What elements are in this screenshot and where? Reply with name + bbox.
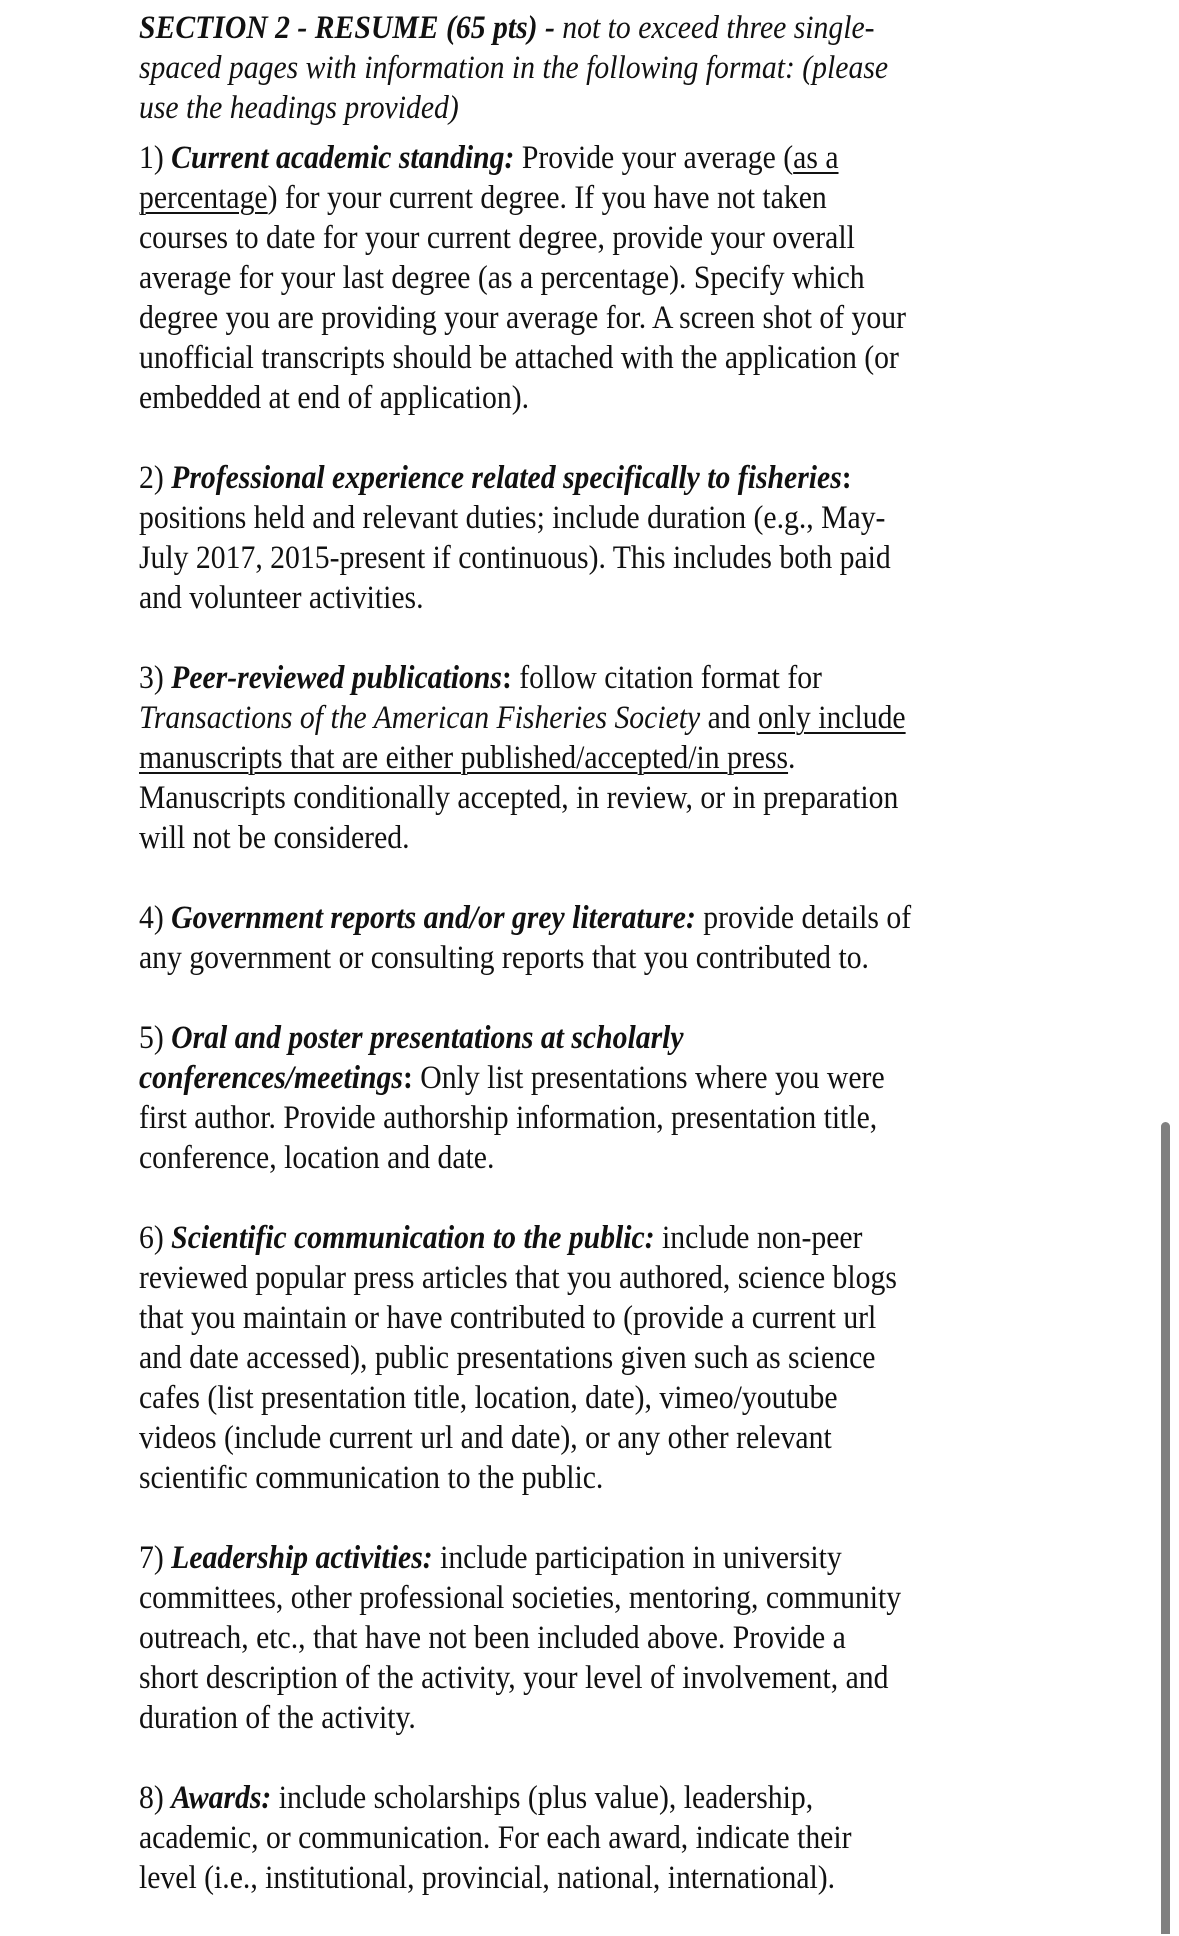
item-5-line: conference, location and date. — [139, 1140, 495, 1176]
section-subtitle-line: spaced pages with information in the following format: (please — [139, 50, 889, 86]
item-heading: Peer-reviewed publications — [171, 660, 502, 696]
item-2-line: positions held and relevant duties; include duration (e.g., May- — [139, 500, 886, 536]
item-7-line: short description of the activity, your level of involvement, and — [139, 1660, 889, 1696]
item-6-line: cafes (list presentation title, location, date), vimeo/youtube — [139, 1380, 838, 1416]
item-heading: Scientific communication to the public: — [171, 1220, 655, 1256]
item-8-line: academic, or communication. For each award, indicate their — [139, 1820, 852, 1856]
item-6-line: videos (include current url and date), or any other relevant — [139, 1420, 832, 1456]
item-heading: Current academic standing: — [171, 140, 515, 176]
item-number: 1) — [139, 140, 164, 176]
item-6-line: scientific communication to the public. — [139, 1460, 604, 1496]
item-6-line: reviewed popular press articles that you authored, science blogs — [139, 1260, 897, 1296]
item-7-line: duration of the activity. — [139, 1700, 416, 1736]
underlined-text: as a — [793, 140, 839, 176]
item-2-line: July 2017, 2015-present if continuous). This includes both paid — [139, 540, 891, 576]
journal-title: Transactions of the American Fisheries Society — [139, 700, 701, 736]
item-1-line: unofficial transcripts should be attached with the application (or — [139, 340, 899, 376]
item-6-line: that you maintain or have contributed to (provide a current url — [139, 1300, 877, 1336]
item-8-line: 8) Awards: include scholarships (plus value), leadership, — [139, 1780, 814, 1816]
item-1-line: percentage) for your current degree. If you have not taken — [139, 180, 827, 216]
item-3-line: manuscripts that are either published/accepted/in press. — [139, 740, 796, 776]
item-1-line: embedded at end of application). — [139, 380, 530, 416]
underlined-text: percentage — [139, 180, 268, 216]
section-title-line — [139, 8, 875, 48]
item-2-line: 2) Professional experience related specifically to fisheries: — [139, 460, 852, 496]
item-number: 8) — [139, 1780, 164, 1816]
section-title: SECTION 2 - RESUME (65 pts) - — [139, 10, 555, 46]
section-subtitle-line: use the headings provided) — [139, 90, 459, 126]
item-number: 6) — [139, 1220, 164, 1256]
item-heading: Leadership activities: — [171, 1540, 433, 1576]
item-1-line: 1) Current academic standing: Provide your average (as a — [139, 140, 839, 176]
item-4-line: 4) Government reports and/or grey literature: provide details of — [139, 900, 912, 936]
item-3-line: will not be considered. — [139, 820, 410, 856]
item-7-line: 7) Leadership activities: include participation in university — [139, 1540, 842, 1576]
item-heading: Oral and poster presentations at scholarly — [171, 1020, 684, 1056]
item-heading: Government reports and/or grey literature: — [171, 900, 696, 936]
item-5-line: first author. Provide authorship information, presentation title, — [139, 1100, 878, 1136]
item-number: 3) — [139, 660, 164, 696]
item-number: 4) — [139, 900, 164, 936]
item-7-line: outreach, etc., that have not been included above. Provide a — [139, 1620, 846, 1656]
underlined-text: only include — [757, 700, 906, 736]
item-1-line: courses to date for your current degree, provide your overall — [139, 220, 855, 256]
item-7-line: committees, other professional societies, mentoring, community — [139, 1580, 902, 1616]
underlined-text: manuscripts that are either published/accepted/in press — [139, 740, 789, 776]
item-heading: conferences/meetings — [139, 1060, 403, 1096]
item-1-line: degree you are providing your average for. A screen shot of your — [139, 300, 906, 336]
item-heading: Awards: — [171, 1780, 272, 1816]
item-1-line: average for your last degree (as a percentage). Specify which — [139, 260, 865, 296]
item-3-line: 3) Peer-reviewed publications: follow citation format for — [139, 660, 822, 696]
item-5-line — [139, 1018, 684, 1058]
item-3-line: Manuscripts conditionally accepted, in review, or in preparation — [139, 780, 899, 816]
item-number: 7) — [139, 1540, 164, 1576]
item-heading: Professional experience related specifically to fisheries — [171, 460, 842, 496]
item-number: 2) — [139, 460, 164, 496]
item-8-line: level (i.e., institutional, provincial, national, international). — [139, 1860, 836, 1896]
vertical-scrollbar-thumb[interactable] — [1161, 1122, 1170, 1934]
section-subtitle: not to exceed three single- — [554, 10, 875, 46]
item-5-line: conferences/meetings: Only list presentations where you were — [139, 1060, 885, 1096]
item-6-line: and date accessed), public presentations given such as science — [139, 1340, 876, 1376]
item-4-line: any government or consulting reports that you contributed to. — [139, 940, 869, 976]
item-3-line: Transactions of the American Fisheries Society and only include — [139, 700, 906, 736]
item-6-line: 6) Scientific communication to the public: include non-peer — [139, 1220, 863, 1256]
item-number: 5) — [139, 1020, 164, 1056]
item-2-line: and volunteer activities. — [139, 580, 424, 616]
